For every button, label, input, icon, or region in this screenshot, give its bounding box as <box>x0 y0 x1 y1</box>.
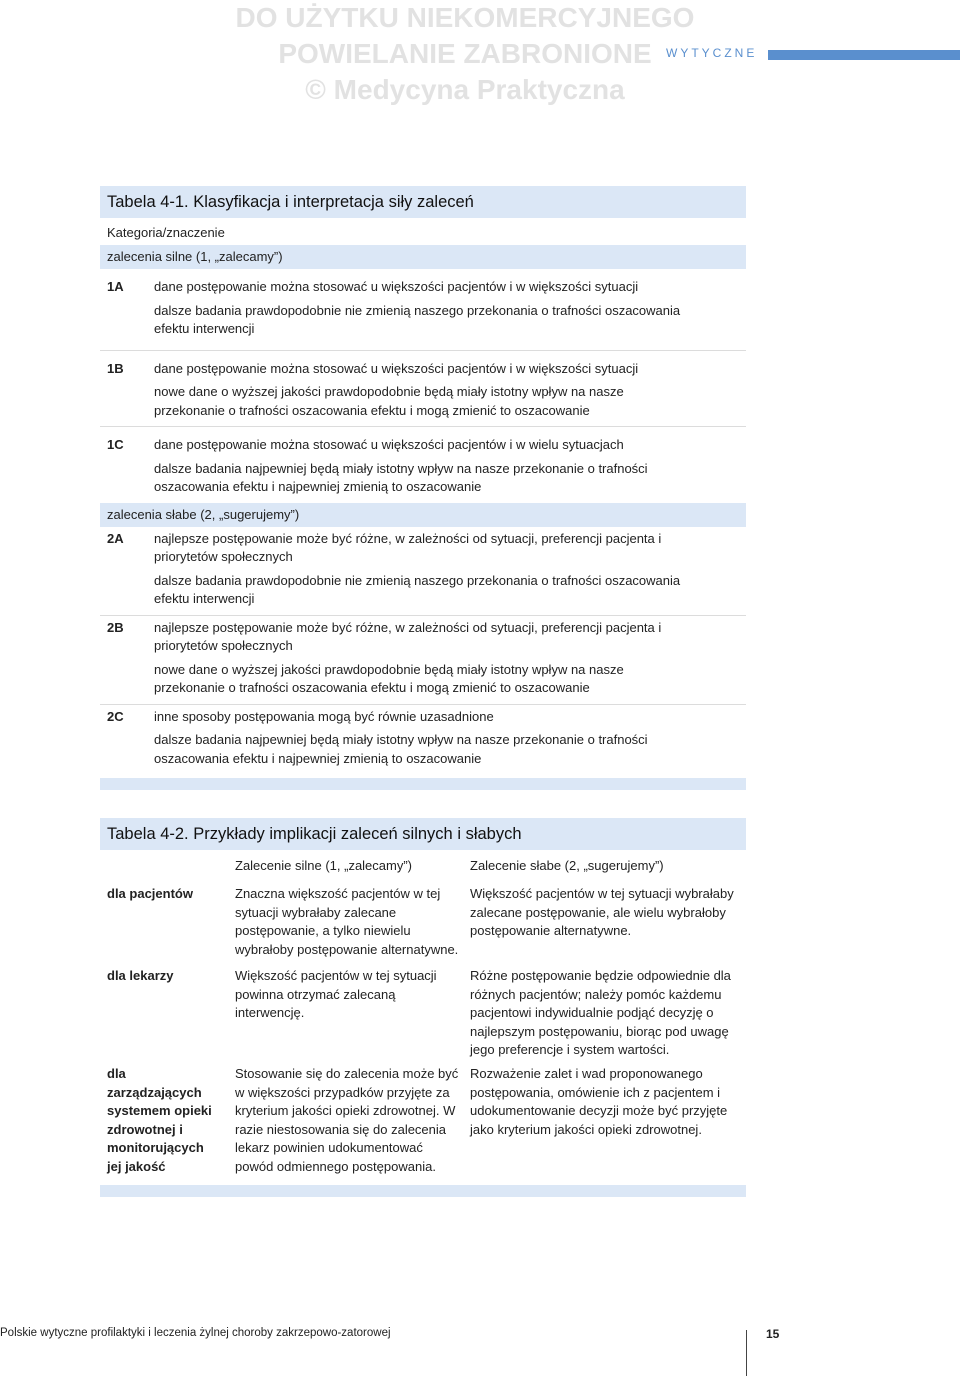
table-title-prefix: Tabela 4-1. <box>107 193 189 211</box>
table-row <box>100 427 746 503</box>
table-4-1 <box>100 186 746 790</box>
table-title-prefix: Tabela 4-2. <box>107 825 189 843</box>
row-label: dla zarządzających systemem opieki zdrowotnej i monitorujących jej jakość <box>107 1066 212 1174</box>
column-header-strong: Zalecenie silne (1, „zalecamy”) <box>235 858 413 873</box>
watermark <box>205 0 725 108</box>
row-line-1: najlepsze postępowanie może być różne, w zależności od sytuacji, preferencji pacjenta i priorytetów społecznych <box>154 530 662 564</box>
section-label-bar <box>768 50 960 60</box>
row-code: 2C <box>107 708 124 724</box>
table-row <box>100 885 746 967</box>
table-row <box>100 616 746 705</box>
weak-recommendations-heading: zalecenia słabe (2, „sugerujemy”) <box>100 503 746 527</box>
row-line-2: nowe dane o wyższej jakości prawdopodobnie będą miały istotny wpływ na nasze przekonanie o trafności oszacowania efektu i mogą zmienić to oszacowanie <box>154 384 624 418</box>
row-line-1: dane postępowanie można stosować u większości pacjentów i w większości sytuacji <box>154 279 639 294</box>
row-line-2: dalsze badania prawdopodobnie nie zmienią naszego przekonania o trafności oszacowania efektu interwencji <box>154 572 681 606</box>
strong-recommendations-heading: zalecenia silne (1, „zalecamy”) <box>100 245 746 269</box>
row-strong-text: Większość pacjentów w tej sytuacji powinna otrzymać zalecaną interwencję. <box>235 968 437 1020</box>
column-header: Kategoria/znaczenie <box>107 225 225 240</box>
row-line-2: dalsze badania prawdopodobnie nie zmienią naszego przekonania o trafności oszacowania efektu interwencji <box>154 302 681 336</box>
row-code: 1C <box>107 437 124 452</box>
row-weak-text: Rozważenie zalet i wad proponowanego postępowania, omówienie ich z pacjentem i udokumentowanie decyzji może być przyjęte jako kryterium jakości opieki zdrowotnej. <box>470 1066 728 1137</box>
page-number: 15 <box>766 1327 780 1341</box>
row-line-2: dalsze badania najpewniej będą miały istotny wpływ na nasze przekonanie o trafności oszacowania efektu i najpewniej zmienią to oszacowanie <box>154 732 648 766</box>
row-line-2: nowe dane o wyższej jakości prawdopodobnie będą miały istotny wpływ na nasze przekonanie o trafności oszacowania efektu i mogą zmienić to oszacowanie <box>154 661 624 695</box>
row-weak-text: Większość pacjentów w tej sytuacji wybrałaby zalecane postępowanie, ale wielu wybrałoby postępowanie alternatywne. <box>470 886 734 938</box>
row-code: 2B <box>107 619 124 635</box>
row-line-1: najlepsze postępowanie może być różne, w zależności od sytuacji, preferencji pacjenta i priorytetów społecznych <box>154 619 662 653</box>
table-footer-bar <box>100 1185 746 1197</box>
row-code: 2A <box>107 530 124 546</box>
table-title-text: Przykłady implikacji zaleceń silnych i słabych <box>193 825 522 843</box>
table-row <box>100 967 746 1065</box>
watermark-line-3: © Medycyna Praktyczna <box>305 74 625 105</box>
table-row <box>100 269 746 351</box>
table-footer-bar <box>100 778 746 790</box>
row-line-2: dalsze badania najpewniej będą miały istotny wpływ na nasze przekonanie o trafności oszacowania efektu i najpewniej zmienią to oszacowanie <box>154 460 648 494</box>
table-row <box>100 351 746 428</box>
footer-divider <box>746 1330 747 1376</box>
column-header-weak: Zalecenie słabe (2, „sugerujemy”) <box>470 858 664 873</box>
watermark-line-2: POWIELANIE ZABRONIONE <box>278 38 652 69</box>
table-row <box>100 527 746 616</box>
row-weak-text: Różne postępowanie będzie odpowiednie dla różnych pacjentów; należy pomóc każdemu pacjentowi indywidualnie podjąć decyzję o najlepszym postępowaniu, biorąc pod uwagę jego preferencje i system wartości. <box>470 968 731 1057</box>
table-title-text: Klasyfikacja i interpretacja siły zaleceń <box>193 193 474 211</box>
table-title <box>100 186 746 218</box>
column-headers <box>100 850 746 882</box>
row-label: dla pacjentów <box>107 886 193 901</box>
row-label: dla lekarzy <box>107 968 174 983</box>
row-line-1: inne sposoby postępowania mogą być równie uzasadnione <box>154 708 494 724</box>
row-line-1: dane postępowanie można stosować u większości pacjentów i w wielu sytuacjach <box>154 437 624 452</box>
row-code: 1A <box>107 279 124 294</box>
section-label: WYTYCZNE <box>666 46 758 60</box>
row-strong-text: Znaczna większość pacjentów w tej sytuacji wybrałaby zalecane postępowanie, a tylko niewielu wybrałoby postępowanie alternatywne. <box>235 886 459 957</box>
table-row <box>100 705 746 779</box>
row-line-1: dane postępowanie można stosować u większości pacjentów i w większości sytuacji <box>154 360 639 376</box>
table-title <box>100 818 746 850</box>
watermark-line-1: DO UŻYTKU NIEKOMERCYJNEGO <box>235 2 695 33</box>
footer-title: Polskie wytyczne profilaktyki i leczenia żylnej choroby zakrzepowo-zatorowej <box>0 1327 391 1339</box>
row-strong-text: Stosowanie się do zalecenia może być w większości przypadków przyjęte za kryterium jakości opieki zdrowotnej. W razie niestosowania się do zalecenia lekarz powinien udokumentować powód odmiennego postępowania. <box>235 1066 459 1174</box>
row-code: 1B <box>107 360 124 376</box>
table-4-2 <box>100 818 746 1197</box>
table-row <box>100 1065 746 1185</box>
